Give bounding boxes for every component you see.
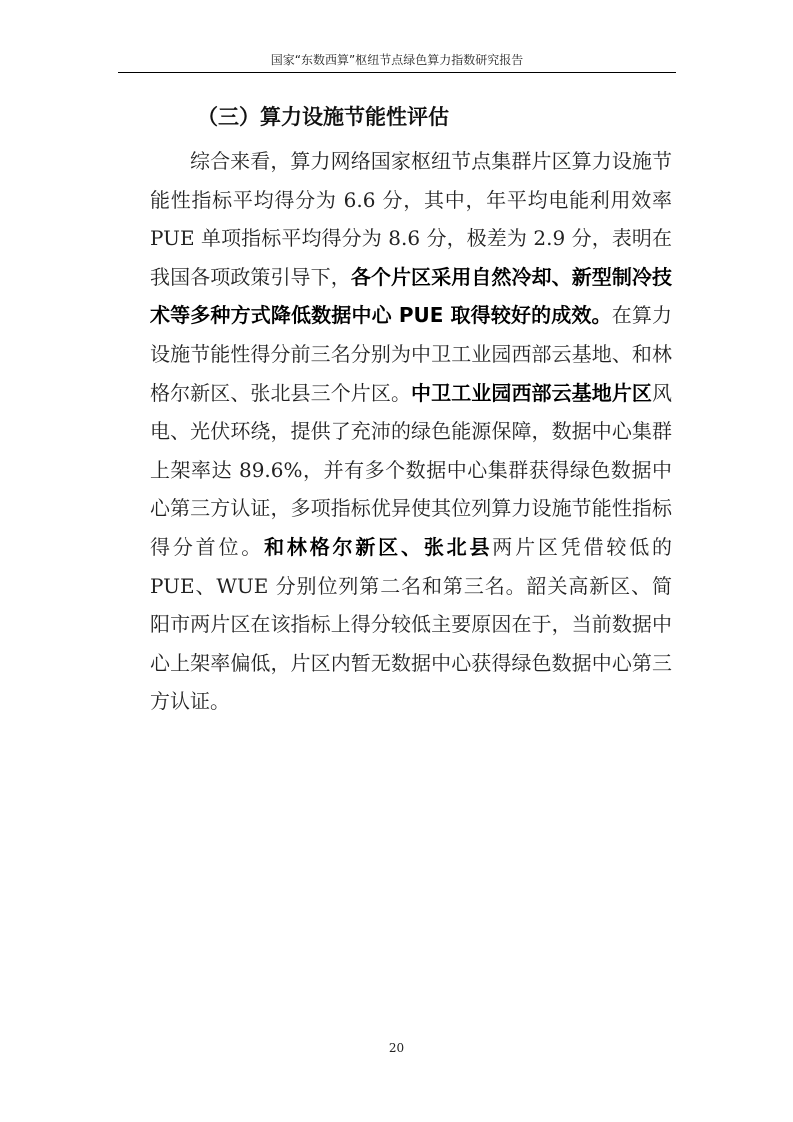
paragraph-text-4: 两片区凭借较低的 PUE、WUE 分别位列第二名和第三名。韶关高新区、简阳市两片区在该指标上得分较低主要原因在于，当前数据中心上架率偏低，片区内暂无数据中心获得绿色数据中心第三方认证。 [150,534,673,714]
page-number: 20 [388,1041,405,1055]
paragraph-bold-2: 中卫工业园西部云基地片区 [411,380,653,405]
body-paragraph [150,142,672,721]
header-divider [118,72,676,73]
paragraph-text-1: 综合来看，算力网络国家枢纽节点集群片区算力设施节能性指标平均得分为 6.6 分，其中，年平均电能利用效率 PUE 单项指标平均得分为 8.6 分，极差为 2.9 分，表明在我国各项政策引导下， [150,149,672,289]
paragraph-text-3: 风电、光伏环绕，提供了充沛的绿色能源保障，数据中心集群上架率达 89.6%，并有多个数据中心集群获得绿色数据中心第三方认证，多项指标优异使其位列算力设施节能性指标得分首位。 [150,380,673,559]
paragraph-text-2: 在算力设施节能性得分前三名分别为中卫工业园西部云基地、和林格尔新区、张北县三个片区。 [150,303,672,405]
paragraph-bold-1: 各个片区采用自然冷却、新型制冷技术等多种方式降低数据中心 PUE 取得较好的成效。 [150,264,673,328]
running-header: 国家“东数西算”枢纽节点绿色算力指数研究报告 [270,53,524,67]
section-heading: （三）算力设施节能性评估 [197,105,449,129]
paragraph-bold-3: 和林格尔新区、张北县 [264,534,493,559]
